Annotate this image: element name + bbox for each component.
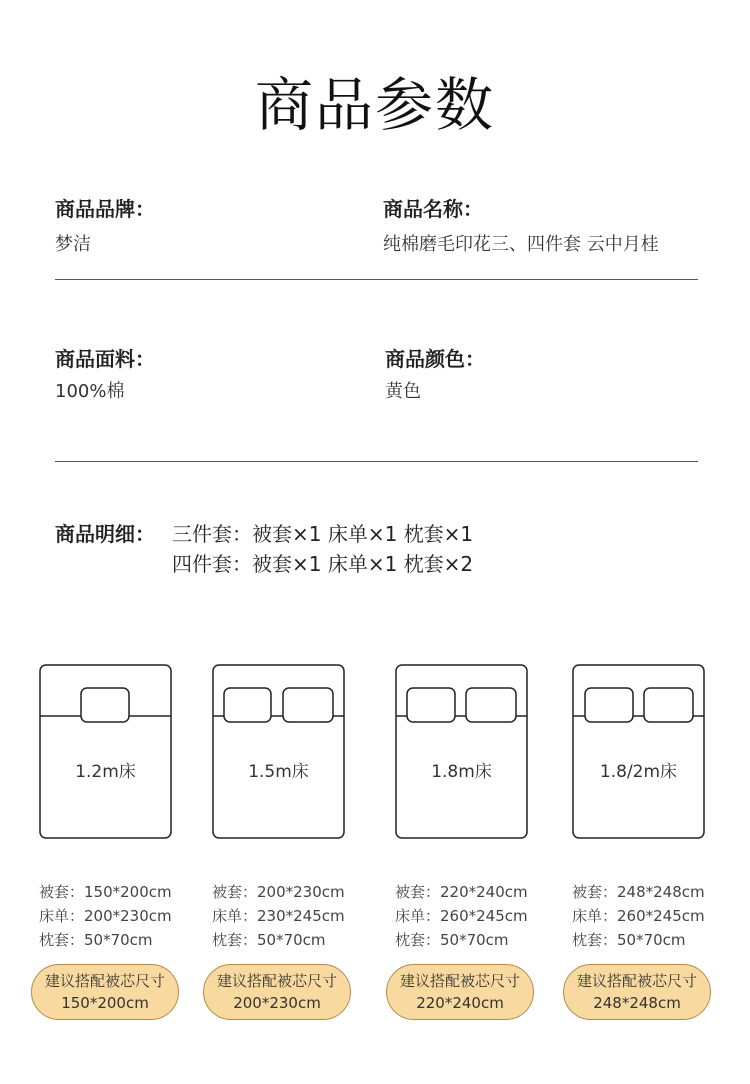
details-three-piece: 三件套：被套×1 床单×1 枕套×1 xyxy=(172,522,474,546)
suggest-title: 建议搭配被芯尺寸 xyxy=(399,972,520,990)
bed-diagram-3 xyxy=(395,664,528,839)
suggest-title: 建议搭配被芯尺寸 xyxy=(216,972,337,990)
pillowcase-size: 枕套：50*70cm xyxy=(572,931,686,949)
bed-1-specs xyxy=(39,880,172,952)
suggest-badge-2 xyxy=(203,964,351,1020)
bed-2-icon xyxy=(212,664,345,839)
bed-size-label: 1.8m床 xyxy=(431,762,492,782)
pillowcase-size: 枕套：50*70cm xyxy=(39,931,153,949)
suggest-title: 建议搭配被芯尺寸 xyxy=(576,972,697,990)
bed-1-icon xyxy=(39,664,172,839)
color-label: 商品颜色： xyxy=(385,347,485,371)
bed-4-specs xyxy=(572,880,705,952)
bed-4-icon xyxy=(572,664,705,839)
bed-3-icon xyxy=(395,664,528,839)
suggest-size: 150*200cm xyxy=(61,994,149,1012)
divider-1 xyxy=(55,279,698,280)
bed-size-label: 1.2m床 xyxy=(75,762,136,782)
divider-2 xyxy=(55,461,698,462)
quilt-size: 被套：200*230cm xyxy=(212,883,345,901)
quilt-size: 被套：220*240cm xyxy=(395,883,528,901)
quilt-size: 被套：150*200cm xyxy=(39,883,172,901)
brand-label: 商品品牌： xyxy=(55,197,155,221)
suggest-badge-4 xyxy=(563,964,711,1020)
bed-3-specs xyxy=(395,880,528,952)
suggest-size: 248*248cm xyxy=(593,994,681,1012)
bed-2-specs xyxy=(212,880,345,952)
sheet-size: 床单：200*230cm xyxy=(39,907,172,925)
bed-diagram-4 xyxy=(572,664,705,839)
fabric-value: 100%棉 xyxy=(55,381,125,402)
pillowcase-size: 枕套：50*70cm xyxy=(395,931,509,949)
quilt-size: 被套：248*248cm xyxy=(572,883,705,901)
bed-size-label: 1.5m床 xyxy=(248,762,309,782)
bed-size-label: 1.8/2m床 xyxy=(599,762,678,782)
sheet-size: 床单：260*245cm xyxy=(572,907,705,925)
sheet-size: 床单：230*245cm xyxy=(212,907,345,925)
suggest-badge-3 xyxy=(386,964,534,1020)
details-four-piece: 四件套：被套×1 床单×1 枕套×2 xyxy=(172,552,474,576)
color-value: 黄色 xyxy=(385,381,421,402)
product-name-value: 纯棉磨毛印花三、四件套 云中月桂 xyxy=(383,234,659,255)
bed-diagram-1 xyxy=(39,664,172,839)
suggest-title: 建议搭配被芯尺寸 xyxy=(44,972,165,990)
page-title: 商品参数 xyxy=(254,71,495,139)
details-label: 商品明细： xyxy=(55,522,155,546)
suggest-size: 220*240cm xyxy=(416,994,504,1012)
sheet-size: 床单：260*245cm xyxy=(395,907,528,925)
product-name-label: 商品名称： xyxy=(383,197,483,221)
fabric-label: 商品面料： xyxy=(55,347,155,371)
suggest-badge-1 xyxy=(31,964,179,1020)
suggest-size: 200*230cm xyxy=(233,994,321,1012)
bed-diagram-2 xyxy=(212,664,345,839)
brand-value: 梦洁 xyxy=(55,234,91,255)
pillowcase-size: 枕套：50*70cm xyxy=(212,931,326,949)
